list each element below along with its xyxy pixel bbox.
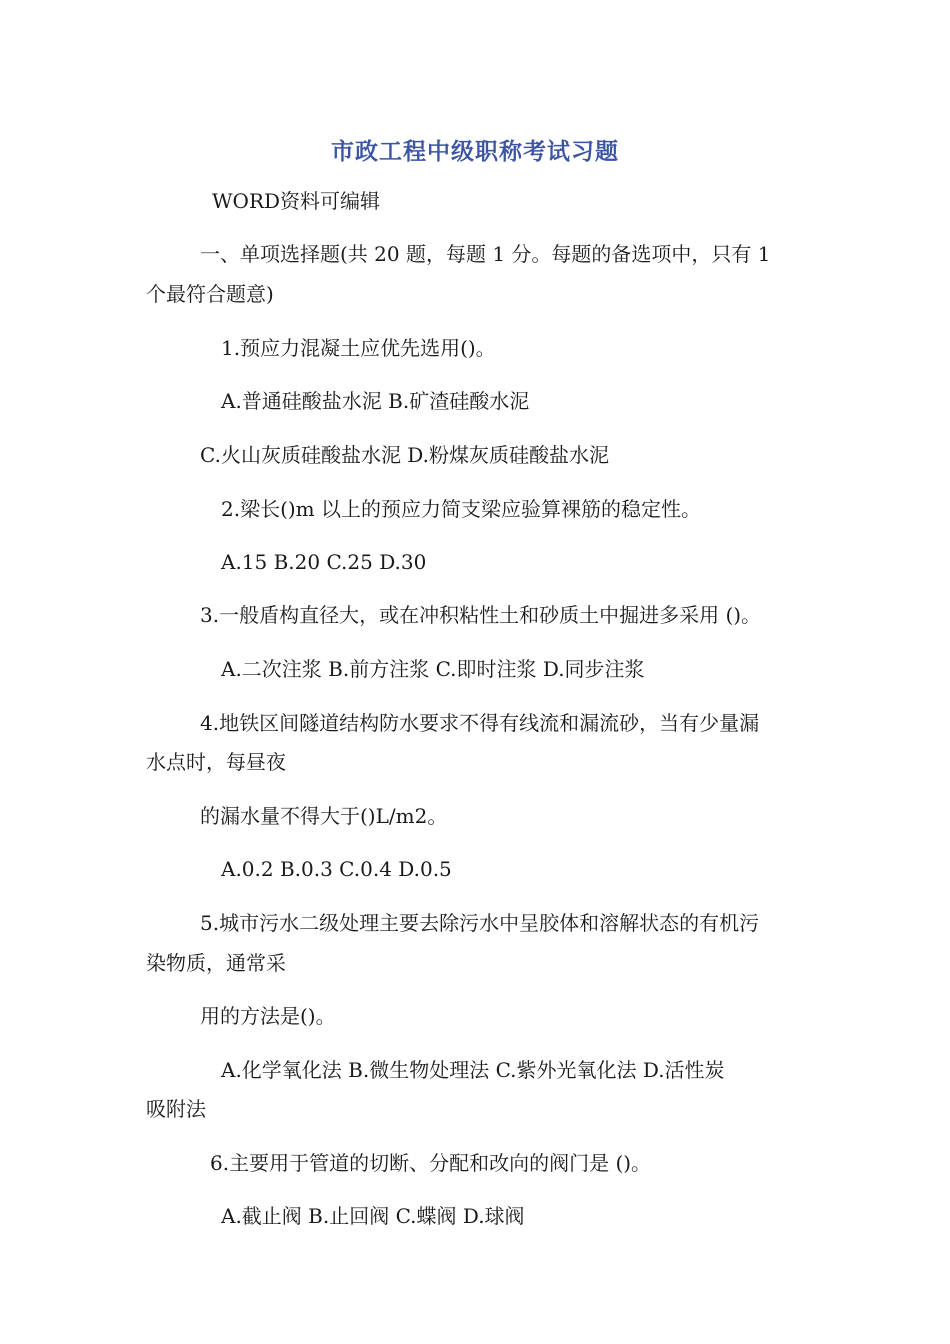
question-2-stem: 2.梁长()m 以上的预应力简支梁应验算裸筋的稳定性。: [221, 497, 702, 521]
question-5-options-line2: 吸附法: [146, 1097, 206, 1121]
question-5-options-line1: A.化学氧化法 B.微生物处理法 C.紫外光氧化法 D.活性炭: [221, 1058, 725, 1082]
question-4-options: A.0.2 B.0.3 C.0.4 D.0.5: [221, 857, 452, 881]
question-2-options: A.15 B.20 C.25 D.30: [221, 550, 427, 574]
question-4-stem-line1: 4.地铁区间隧道结构防水要求不得有线流和漏流砂，当有少量漏: [200, 711, 760, 735]
question-1-options-line2: C.火山灰质硅酸盐水泥 D.粉煤灰质硅酸盐水泥: [200, 443, 609, 467]
document-title: 市政工程中级职称考试习题: [331, 139, 619, 165]
question-3-options: A.二次注浆 B.前方注浆 C.即时注浆 D.同步注浆: [221, 657, 645, 681]
question-3-stem: 3.一般盾构直径大，或在冲积粘性土和砂质土中掘进多采用 ()。: [200, 603, 762, 627]
question-5-stem-line2: 染物质，通常采: [146, 951, 286, 975]
section-heading-line1: 一、单项选择题(共 20 题，每题 1 分。每题的备选项中，只有 1: [200, 242, 771, 266]
question-6-options: A.截止阀 B.止回阀 C.蝶阀 D.球阀: [221, 1204, 525, 1228]
question-4-stem-line2: 水点时，每昼夜: [146, 750, 286, 774]
question-5-stem-line1: 5.城市污水二级处理主要去除污水中呈胶体和溶解状态的有机污: [200, 911, 760, 935]
editable-note: WORD资料可编辑: [212, 189, 381, 213]
question-1-options-line1: A.普通硅酸盐水泥 B.矿渣硅酸水泥: [221, 389, 530, 413]
section-heading-line2: 个最符合题意): [146, 282, 274, 306]
question-5-stem-line3: 用的方法是()。: [200, 1004, 336, 1028]
question-1-stem: 1.预应力混凝土应优先选用()。: [221, 336, 496, 360]
question-6-stem: 6.主要用于管道的切断、分配和改向的阀门是 ()。: [210, 1151, 652, 1175]
question-4-stem-line3: 的漏水量不得大于()L/m2。: [200, 804, 448, 828]
